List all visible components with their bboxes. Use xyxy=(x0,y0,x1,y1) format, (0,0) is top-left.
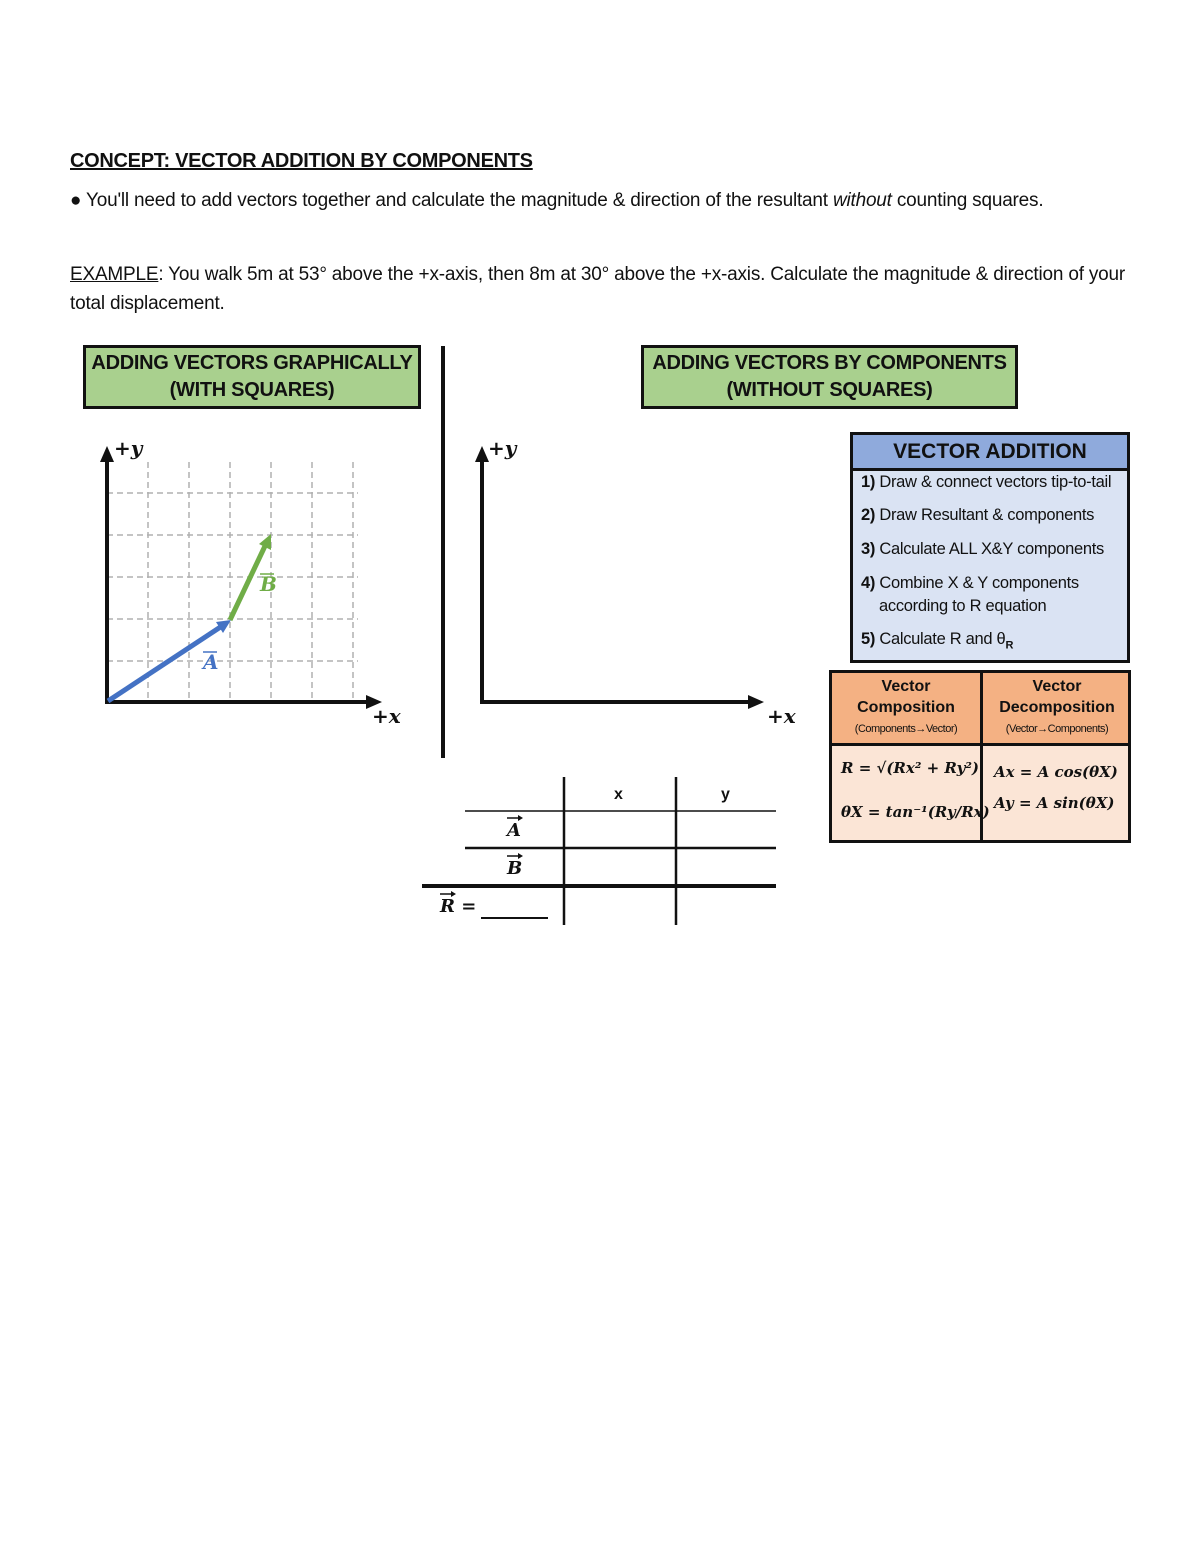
vector-addition-box xyxy=(850,432,1130,663)
left-x-axis-label: +x xyxy=(372,704,401,728)
table-a-overarrow xyxy=(505,813,525,823)
table-row-a: A xyxy=(507,820,521,841)
composition-header-1: Vector xyxy=(881,678,931,695)
right-y-axis-arrowhead xyxy=(475,446,489,462)
vector-b-label: B xyxy=(260,572,277,596)
graphical-title-box xyxy=(83,345,421,409)
grid-lines xyxy=(107,462,358,702)
graphical-title-line2: (WITH SQUARES) xyxy=(169,379,335,401)
graphical-grid-plot xyxy=(90,438,420,738)
table-b-overarrow xyxy=(505,851,525,861)
table-row-b: B xyxy=(507,858,523,879)
formula-magnitude: R = √(Rx² + Ry²) xyxy=(841,759,980,777)
components-title-box xyxy=(641,345,1018,409)
y-axis-arrowhead xyxy=(100,446,114,462)
step-4-text: Combine X & Y components xyxy=(879,574,1079,592)
decomposition-header xyxy=(983,676,1131,718)
bullet-italic: without xyxy=(832,190,892,211)
composition-sub: (Components→Vector) xyxy=(854,723,958,735)
concept-title: CONCEPT: VECTOR ADDITION BY COMPONENTS xyxy=(70,150,533,172)
bullet-text-2: counting squares. xyxy=(891,190,1044,211)
step-4-cont xyxy=(879,597,1046,616)
step-3-text: Calculate ALL X&Y components xyxy=(879,540,1104,558)
vector-a-label: A xyxy=(203,650,219,674)
formula-angle: θX = tan⁻¹(Ry/Rx) xyxy=(841,803,990,821)
example-label: EXAMPLE xyxy=(70,264,159,285)
right-y-axis-label: +y xyxy=(488,436,517,460)
step-4-cont-text: according to R equation xyxy=(879,597,1047,615)
example-body: : You walk 5m at 53° above the +x-axis, then 8m at 30° above the +x-axis. Calculate the magnitude & direction of your total displacement. xyxy=(70,264,1126,314)
composition-header-2: Composition xyxy=(857,699,955,716)
table-header-y: y xyxy=(721,786,730,803)
step-2 xyxy=(861,506,1094,525)
step-2-num: 2) xyxy=(861,506,876,524)
bullet-text-1: ● You'll need to add vectors together and calculate the magnitude & direction of the resultant xyxy=(70,190,833,211)
step-1 xyxy=(861,473,1111,492)
table-header-x: x xyxy=(614,786,623,803)
concept-bullet xyxy=(70,190,1043,212)
step-3-num: 3) xyxy=(861,540,876,558)
step-1-text: Draw & connect vectors tip-to-tail xyxy=(879,473,1112,491)
components-axes-plot xyxy=(470,438,780,718)
decomposition-sub: (Vector→Components) xyxy=(1005,723,1109,735)
decomposition-header-1: Vector xyxy=(1032,678,1082,695)
panel-divider xyxy=(441,346,445,758)
step-5-num: 5) xyxy=(861,630,876,648)
example-text xyxy=(70,260,1130,318)
right-x-axis-label: +x xyxy=(767,704,796,728)
step-4-num: 4) xyxy=(861,574,876,592)
vector-addition-header: VECTOR ADDITION xyxy=(853,435,1127,471)
formula-ax: Ax = A cos(θX) xyxy=(994,763,1118,781)
graphical-title-line1: ADDING VECTORS GRAPHICALLY xyxy=(91,352,413,374)
table-r-overarrow xyxy=(438,889,458,899)
theta-subscript: R xyxy=(1005,639,1014,652)
step-4 xyxy=(861,574,1079,593)
step-1-num: 1) xyxy=(861,473,876,491)
step-5-text: Calculate R and θ xyxy=(879,630,1006,648)
components-title-line2: (WITHOUT SQUARES) xyxy=(726,379,933,401)
formula-ay: Ay = A sin(θX) xyxy=(994,794,1115,812)
step-5 xyxy=(861,630,1013,651)
components-title-line1: ADDING VECTORS BY COMPONENTS xyxy=(652,352,1007,374)
composition-box xyxy=(829,670,1131,843)
composition-header xyxy=(832,676,980,718)
table-row-r: R = xyxy=(440,896,477,917)
decomposition-header-2: Decomposition xyxy=(999,699,1115,716)
right-x-axis-arrowhead xyxy=(748,695,764,709)
left-y-axis-label: +y xyxy=(114,436,143,460)
step-2-text: Draw Resultant & components xyxy=(879,506,1095,524)
step-3 xyxy=(861,540,1104,559)
